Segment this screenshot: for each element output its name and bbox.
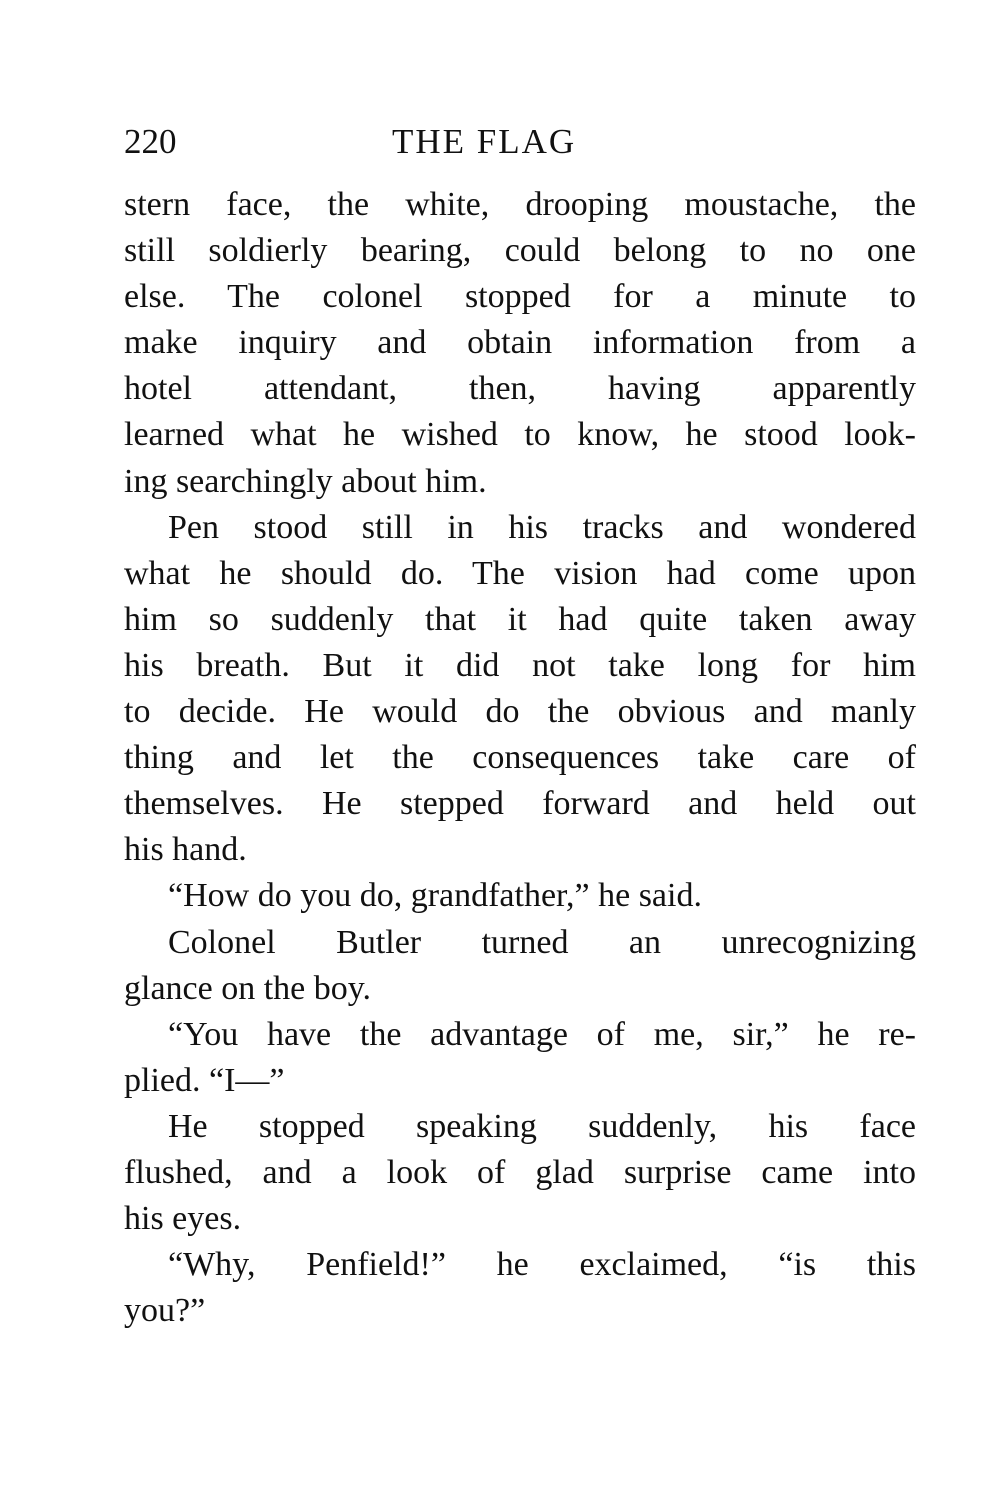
paragraph (124, 920, 916, 1012)
text-line: “How do you do, grandfather,” he said. (168, 877, 702, 915)
text-line: hotel attendant, then, having apparently (124, 370, 916, 408)
text-line: “Why, Penfield!” he exclaimed, “is this (168, 1246, 916, 1284)
text-line: stern face, the white, drooping moustache, the (124, 186, 916, 223)
text-line: thing and let the consequences take care of (124, 739, 916, 777)
paragraph (124, 505, 916, 874)
running-head (124, 110, 916, 174)
text-line: you?” (124, 1292, 206, 1330)
text-line: else. The colonel stopped for a minute to (124, 278, 916, 316)
text-line: still soldierly bearing, could belong to no one (124, 232, 916, 270)
text-line: him so suddenly that it had quite taken away (124, 600, 916, 638)
text-line: his hand. (124, 831, 247, 869)
page-number: 220 (124, 122, 177, 161)
text-line: Pen stood still in his tracks and wondered (168, 508, 916, 546)
paragraph (124, 1012, 916, 1104)
text-line: his eyes. (124, 1200, 242, 1238)
paragraph (124, 1242, 916, 1334)
paragraph (124, 1104, 916, 1242)
text-line: make inquiry and obtain information from a (124, 324, 916, 362)
book-page (124, 110, 916, 1334)
text-line: what he should do. The vision had come upon (124, 554, 916, 592)
text-line: to decide. He would do the obvious and manly (124, 693, 916, 731)
text-line: He stopped speaking suddenly, his face (168, 1107, 916, 1145)
text-line: themselves. He stepped forward and held out (124, 785, 916, 823)
text-line: learned what he wished to know, he stood look- (124, 416, 916, 454)
text-line: his breath. But it did not take long for him (124, 646, 916, 684)
paragraph (124, 873, 916, 919)
paragraph (124, 182, 916, 505)
text-line: “You have the advantage of me, sir,” he re- (168, 1015, 916, 1053)
text-line: Colonel Butler turned an unrecognizing (168, 923, 916, 961)
text-line: glance on the boy. (124, 969, 372, 1007)
text-line: ing searchingly about him. (124, 462, 487, 500)
text-line: plied. “I—” (124, 1061, 285, 1099)
running-title: THE FLAG (392, 122, 577, 161)
body-text (124, 182, 916, 1334)
text-line: flushed, and a look of glad surprise came into (124, 1153, 916, 1191)
